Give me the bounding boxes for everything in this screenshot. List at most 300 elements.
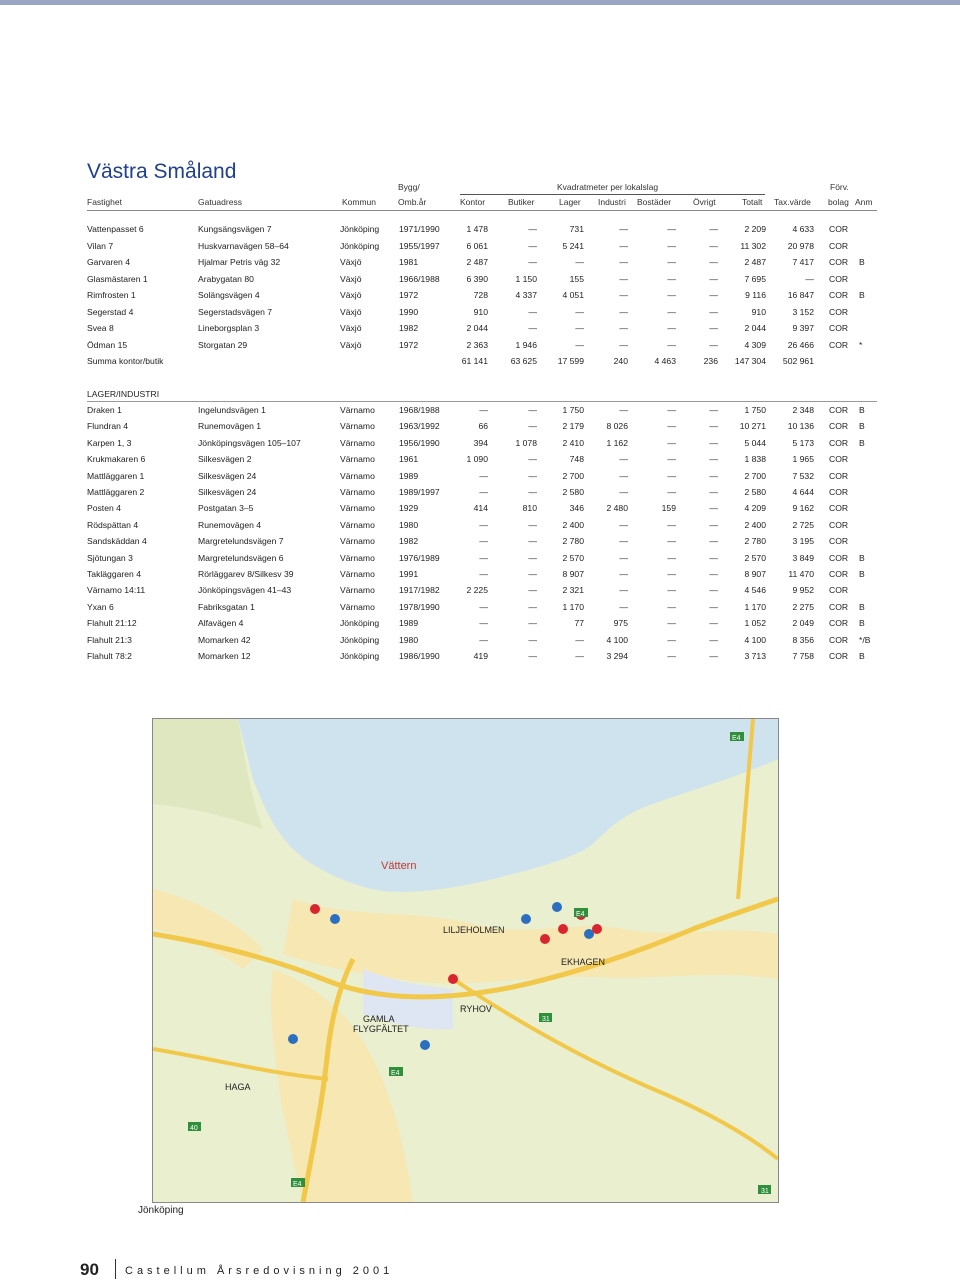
cell-totalt: 7 695	[744, 273, 766, 284]
cell-byggar: 1981	[399, 257, 419, 267]
cell-bostader: 159	[661, 503, 676, 514]
cell-fastighet: Flahult 21:12	[87, 618, 137, 629]
cell-forvbolag: COR	[829, 487, 849, 497]
cell-gatuadress: Momarken 42	[198, 634, 251, 645]
cell-taxvarde: 2 275	[792, 601, 814, 612]
cell-fastighet: Flundran 4	[87, 421, 129, 432]
cell-lager: —	[575, 323, 584, 333]
cell-ovrigt: —	[709, 487, 718, 497]
cell-kommun: Växjö	[340, 257, 362, 267]
cell-fastighet: Sjötungan 3	[87, 552, 133, 563]
map-label-ryhov: RYHOV	[460, 1004, 492, 1014]
cell-fastighet: Rödspättan 4	[87, 519, 139, 530]
cell-kontor: 2 044	[466, 323, 488, 333]
cell-lager: 748	[569, 454, 584, 465]
cell-industri: —	[619, 306, 628, 317]
cell-forvbolag: COR	[829, 601, 849, 612]
table-row	[87, 536, 877, 552]
cell-gatuadress: Ingelundsvägen 1	[198, 405, 266, 415]
cell-kontor: 2 225	[466, 585, 488, 596]
cell-gatuadress: Runemovägen 4	[198, 519, 262, 530]
cell-gatuadress: Hjalmar Petris väg 32	[198, 257, 281, 267]
cell-lager: 155	[569, 273, 584, 284]
cell-industri: 8 026	[606, 421, 628, 432]
road-sign-31-text: 31	[542, 1016, 550, 1023]
cell-kontor: —	[479, 470, 488, 481]
footer-text: Castellum Årsredovisning 2001	[125, 1265, 394, 1277]
cell-forvbolag: COR	[829, 323, 849, 333]
cell-butiker: —	[528, 651, 537, 661]
cell-byggar: 1982	[399, 536, 419, 547]
cell-kontor: —	[479, 552, 488, 563]
cell-taxvarde: —	[805, 273, 814, 284]
sum-lager: 17 599	[557, 356, 584, 366]
cell-taxvarde: 4 644	[792, 487, 814, 497]
cell-forvbolag: COR	[829, 519, 849, 530]
cell-industri: 4 100	[606, 634, 628, 645]
road-sign-e4-text: E4	[293, 1181, 302, 1188]
cell-kommun: Jönköping	[340, 634, 380, 645]
cell-anm: B	[859, 569, 865, 579]
cell-totalt: 4 209	[744, 503, 766, 514]
header-gatuadress: Gatuadress	[198, 197, 242, 207]
cell-totalt: 1 170	[744, 601, 766, 612]
cell-byggar: 1980	[399, 634, 419, 645]
table-row	[87, 602, 877, 618]
top-color-bar	[0, 0, 960, 5]
property-marker-red	[310, 904, 320, 914]
cell-industri: —	[619, 569, 628, 579]
cell-bostader: —	[667, 519, 676, 530]
cell-butiker: —	[528, 240, 537, 251]
cell-forvbolag: COR	[829, 257, 849, 267]
header-forv-top: Förv.	[830, 182, 849, 192]
cell-gatuadress: Jönköpingsvägen 105–107	[198, 437, 301, 448]
cell-taxvarde: 2 348	[792, 405, 814, 415]
header-kontor: Kontor	[460, 197, 486, 207]
cell-taxvarde: 20 978	[787, 240, 814, 251]
cell-fastighet: Glasmästaren 1	[87, 273, 148, 284]
cell-ovrigt: —	[709, 421, 718, 432]
cell-ovrigt: —	[709, 290, 718, 300]
cell-taxvarde: 9 952	[792, 585, 814, 596]
cell-lager: —	[575, 257, 584, 267]
cell-forvbolag: COR	[829, 454, 849, 465]
map-label-liljeholmen: LILJEHOLMEN	[443, 925, 505, 935]
property-marker-blue	[420, 1040, 430, 1050]
cell-lager: —	[575, 651, 584, 661]
cell-ovrigt: —	[709, 536, 718, 547]
header-kvm-group: Kvadratmeter per lokalslag	[557, 182, 659, 192]
cell-butiker: —	[528, 306, 537, 317]
cell-kommun: Värnamo	[340, 487, 375, 497]
cell-ovrigt: —	[709, 503, 718, 514]
cell-gatuadress: Arabygatan 80	[198, 273, 254, 284]
cell-fastighet: Svea 8	[87, 323, 114, 333]
cell-kontor: —	[479, 487, 488, 497]
cell-kommun: Värnamo	[340, 437, 375, 448]
map-label-gamla: GAMLA	[363, 1014, 395, 1024]
cell-taxvarde: 3 152	[792, 306, 814, 317]
cell-lager: 1 170	[562, 601, 584, 612]
property-marker-red	[540, 934, 550, 944]
cell-gatuadress: Huskvarnavägen 58–64	[198, 240, 289, 251]
cell-butiker: —	[528, 618, 537, 629]
cell-ovrigt: —	[709, 585, 718, 596]
cell-kontor: —	[479, 601, 488, 612]
cell-byggar: 1990	[399, 306, 419, 317]
property-marker-red	[592, 924, 602, 934]
cell-ovrigt: —	[709, 552, 718, 563]
cell-kontor: —	[479, 519, 488, 530]
cell-fastighet: Takläggaren 4	[87, 569, 141, 579]
cell-kontor: 6 061	[466, 240, 488, 251]
cell-industri: —	[619, 323, 628, 333]
cell-butiker: —	[528, 601, 537, 612]
cell-lager: 5 241	[562, 240, 584, 251]
road-sign-31-text: 31	[761, 1188, 769, 1195]
cell-taxvarde: 1 965	[792, 454, 814, 465]
cell-lager: —	[575, 306, 584, 317]
cell-kontor: —	[479, 536, 488, 547]
cell-byggar: 1963/1992	[399, 421, 440, 432]
cell-fastighet: Draken 1	[87, 405, 122, 415]
cell-kommun: Värnamo	[340, 470, 375, 481]
cell-kommun: Växjö	[340, 290, 362, 300]
table-row	[87, 553, 877, 569]
cell-byggar: 1980	[399, 519, 419, 530]
table-row	[87, 241, 877, 257]
cell-bostader: —	[667, 306, 676, 317]
cell-totalt: 1 750	[744, 405, 766, 415]
table-row	[87, 569, 877, 585]
cell-kontor: —	[479, 405, 488, 415]
cell-butiker: —	[528, 421, 537, 432]
cell-gatuadress: Postgatan 3–5	[198, 503, 254, 514]
cell-byggar: 1929	[399, 503, 419, 514]
cell-kommun: Jönköping	[340, 224, 380, 234]
cell-kommun: Jönköping	[340, 651, 380, 661]
sum-bostader: 4 463	[654, 356, 676, 366]
table-row	[87, 651, 877, 667]
header-kommun: Kommun	[342, 197, 377, 207]
cell-kommun: Värnamo	[340, 569, 375, 579]
cell-taxvarde: 11 470	[788, 569, 814, 579]
cell-bostader: —	[667, 421, 676, 432]
cell-gatuadress: Jönköpingsvägen 41–43	[198, 585, 292, 596]
cell-ovrigt: —	[709, 240, 718, 251]
cell-forvbolag: COR	[829, 240, 849, 251]
property-marker-blue	[521, 914, 531, 924]
cell-totalt: 4 546	[744, 585, 766, 596]
cell-bostader: —	[667, 323, 676, 333]
cell-ovrigt: —	[709, 437, 718, 448]
header-bygg-top: Bygg/	[398, 182, 420, 192]
table-row	[87, 454, 877, 470]
cell-gatuadress: Margretelundsvägen 6	[198, 552, 284, 563]
cell-lager: 2 780	[562, 536, 584, 547]
cell-butiker: —	[528, 552, 537, 563]
cell-lager: 2 570	[562, 552, 584, 563]
cell-butiker: —	[528, 405, 537, 415]
table-row	[87, 585, 877, 601]
header-fastighet: Fastighet	[87, 197, 122, 207]
cell-byggar: 1972	[399, 290, 419, 300]
office-sum-row	[87, 356, 877, 372]
cell-kontor: 2 363	[466, 339, 488, 350]
cell-kommun: Värnamo	[340, 405, 375, 415]
cell-byggar: 1991	[399, 569, 419, 579]
map-label-vattern: Vättern	[381, 860, 417, 872]
cell-industri: —	[619, 470, 628, 481]
cell-butiker: —	[528, 323, 537, 333]
cell-industri: —	[619, 519, 628, 530]
cell-ovrigt: —	[709, 224, 718, 234]
map-label-ekhagen: EKHAGEN	[561, 957, 606, 967]
cell-taxvarde: 10 136	[787, 421, 814, 432]
cell-lager: 77	[574, 618, 584, 629]
cell-totalt: 2 580	[744, 487, 766, 497]
cell-industri: —	[619, 601, 628, 612]
cell-kommun: Värnamo	[340, 601, 375, 612]
cell-industri: —	[619, 240, 628, 251]
cell-gatuadress: Runemovägen 1	[198, 421, 262, 432]
cell-ovrigt: —	[709, 519, 718, 530]
cell-ovrigt: —	[709, 569, 718, 579]
cell-butiker: —	[528, 454, 537, 465]
cell-lager: 2 400	[562, 519, 584, 530]
cell-gatuadress: Lineborgsplan 3	[198, 323, 260, 333]
cell-lager: 2 179	[562, 421, 584, 432]
cell-totalt: 2 400	[744, 519, 766, 530]
cell-industri: —	[619, 585, 628, 596]
cell-industri: —	[619, 487, 628, 497]
cell-lager: 4 051	[562, 290, 584, 300]
table-row	[87, 438, 877, 454]
cell-bostader: —	[667, 651, 676, 661]
cell-taxvarde: 8 356	[792, 634, 814, 645]
cell-butiker: 1 946	[515, 339, 537, 350]
table-row	[87, 257, 877, 273]
cell-butiker: —	[528, 519, 537, 530]
cell-bostader: —	[667, 273, 676, 284]
cell-kommun: Värnamo	[340, 503, 375, 514]
cell-anm: *	[859, 339, 863, 350]
table-row	[87, 471, 877, 487]
cell-fastighet: Segerstad 4	[87, 306, 134, 317]
cell-byggar: 1986/1990	[399, 651, 440, 661]
cell-byggar: 1966/1988	[399, 273, 440, 284]
road-sign-e4-text: E4	[391, 1070, 400, 1077]
cell-totalt: 5 044	[744, 437, 766, 448]
cell-byggar: 1968/1988	[399, 405, 440, 415]
cell-industri: —	[619, 536, 628, 547]
cell-lager: 731	[569, 224, 584, 234]
table-row	[87, 487, 877, 503]
cell-industri: —	[619, 552, 628, 563]
cell-byggar: 1955/1997	[399, 240, 440, 251]
cell-butiker: —	[528, 487, 537, 497]
cell-industri: —	[619, 224, 628, 234]
cell-gatuadress: Storgatan 29	[198, 339, 248, 350]
cell-ovrigt: —	[709, 339, 718, 350]
cell-anm: B	[859, 257, 865, 267]
cell-totalt: 2 780	[744, 536, 766, 547]
cell-kommun: Växjö	[340, 273, 362, 284]
cell-byggar: 1961	[399, 454, 419, 465]
cell-kommun: Värnamo	[340, 454, 375, 465]
section-title-industri: LAGER/INDUSTRI	[87, 389, 160, 399]
cell-lager: 1 750	[562, 405, 584, 415]
header-anm: Anm	[855, 197, 873, 207]
cell-taxvarde: 3 849	[792, 552, 814, 563]
cell-ovrigt: —	[709, 323, 718, 333]
cell-kommun: Värnamo	[340, 552, 375, 563]
cell-gatuadress: Silkesvägen 24	[198, 487, 257, 497]
property-marker-red	[558, 924, 568, 934]
cell-totalt: 9 116	[745, 290, 766, 300]
cell-totalt: 4 309	[744, 339, 766, 350]
cell-gatuadress: Rörläggarev 8/Silkesv 39	[198, 569, 294, 579]
map-label-haga: HAGA	[225, 1082, 251, 1092]
cell-industri: —	[619, 257, 628, 267]
cell-bostader: —	[667, 454, 676, 465]
cell-ovrigt: —	[709, 454, 718, 465]
cell-kontor: 394	[473, 437, 488, 448]
road-sign-40-text: 40	[190, 1125, 198, 1132]
cell-bostader: —	[667, 601, 676, 612]
cell-fastighet: Vilan 7	[87, 240, 114, 251]
sum-ovrigt: 236	[703, 356, 718, 366]
cell-bostader: —	[667, 437, 676, 448]
cell-fastighet: Garvaren 4	[87, 257, 130, 267]
cell-butiker: —	[528, 224, 537, 234]
cell-bostader: —	[667, 634, 676, 645]
cell-ovrigt: —	[709, 306, 718, 317]
cell-butiker: —	[528, 585, 537, 596]
cell-lager: 2 410	[562, 437, 584, 448]
cell-forvbolag: COR	[829, 421, 849, 432]
cell-forvbolag: COR	[829, 503, 849, 514]
cell-totalt: 3 713	[744, 651, 766, 661]
cell-kommun: Värnamo	[340, 421, 375, 432]
cell-industri: —	[619, 273, 628, 284]
cell-anm: */B	[859, 634, 871, 645]
cell-kontor: 414	[473, 503, 488, 514]
cell-butiker: 4 337	[515, 290, 537, 300]
table-row	[87, 323, 877, 339]
table-row	[87, 618, 877, 634]
cell-lager: 2 700	[562, 470, 584, 481]
cell-gatuadress: Momarken 12	[198, 651, 251, 661]
cell-ovrigt: —	[709, 634, 718, 645]
cell-kommun: Växjö	[340, 306, 362, 317]
cell-industri: —	[619, 339, 628, 350]
cell-fastighet: Krukmakaren 6	[87, 454, 146, 465]
cell-gatuadress: Fabriksgatan 1	[198, 601, 255, 612]
cell-totalt: 2 570	[744, 552, 766, 563]
cell-kontor: 1 090	[466, 454, 488, 465]
cell-forvbolag: COR	[829, 651, 849, 661]
cell-bostader: —	[667, 405, 676, 415]
sum-label: Summa kontor/butik	[87, 356, 164, 366]
cell-kontor: 910	[473, 306, 488, 317]
cell-ovrigt: —	[709, 601, 718, 612]
cell-industri: —	[619, 405, 628, 415]
cell-fastighet: Flahult 78:2	[87, 651, 132, 661]
cell-lager: 346	[569, 503, 584, 514]
cell-anm: B	[859, 552, 865, 563]
cell-kommun: Växjö	[340, 323, 362, 333]
cell-fastighet: Ödman 15	[87, 339, 128, 350]
cell-butiker: —	[528, 569, 537, 579]
property-marker-blue	[330, 914, 340, 924]
property-marker-blue	[552, 902, 562, 912]
cell-totalt: 910	[751, 306, 766, 317]
cell-taxvarde: 7 417	[792, 257, 814, 267]
cell-bostader: —	[667, 240, 676, 251]
header-butiker: Butiker	[508, 197, 535, 207]
cell-gatuadress: Segerstadsvägen 7	[198, 306, 273, 317]
cell-bostader: —	[667, 569, 676, 579]
section-underline	[87, 401, 877, 402]
table-row	[87, 224, 877, 240]
cell-bostader: —	[667, 257, 676, 267]
cell-fastighet: Värnamo 14:11	[87, 585, 146, 596]
cell-butiker: —	[528, 257, 537, 267]
header-lager: Lager	[559, 197, 581, 207]
sum-butiker: 63 625	[510, 356, 537, 366]
cell-butiker: —	[528, 470, 537, 481]
cell-forvbolag: COR	[829, 585, 849, 596]
cell-forvbolag: COR	[829, 306, 849, 317]
map-caption: Jönköping	[138, 1205, 184, 1216]
cell-gatuadress: Margretelundsvägen 7	[198, 536, 284, 547]
cell-kontor: —	[479, 569, 488, 579]
cell-totalt: 11 302	[740, 240, 766, 251]
region-title: Västra Småland	[87, 160, 237, 183]
cell-lager: 2 580	[562, 487, 584, 497]
cell-totalt: 10 271	[739, 421, 766, 432]
header-group-line	[460, 194, 765, 195]
cell-butiker: 1 078	[515, 437, 537, 448]
cell-totalt: 1 052	[744, 618, 766, 629]
table-row	[87, 340, 877, 356]
cell-totalt: 2 209	[744, 224, 766, 234]
sum-industri: 240	[613, 356, 628, 366]
cell-bostader: —	[667, 618, 676, 629]
map-graphic	[153, 719, 778, 1202]
cell-totalt: 2 700	[744, 470, 766, 481]
table-row	[87, 290, 877, 306]
road-sign-e4-text: E4	[576, 911, 585, 918]
cell-kommun: Jönköping	[340, 618, 380, 629]
header-underline	[87, 210, 877, 211]
cell-butiker: —	[528, 634, 537, 645]
cell-byggar: 1956/1990	[399, 437, 440, 448]
header-forv-bottom: bolag	[828, 197, 849, 207]
sum-kontor: 61 141	[461, 356, 488, 366]
cell-ovrigt: —	[709, 618, 718, 629]
cell-bostader: —	[667, 536, 676, 547]
cell-forvbolag: COR	[829, 634, 849, 645]
cell-anm: B	[859, 421, 865, 432]
cell-fastighet: Rimfrosten 1	[87, 290, 136, 300]
cell-kontor: 2 487	[466, 257, 488, 267]
cell-byggar: 1917/1982	[399, 585, 440, 596]
header-industri: Industri	[598, 197, 626, 207]
cell-gatuadress: Silkesvägen 2	[198, 454, 252, 465]
